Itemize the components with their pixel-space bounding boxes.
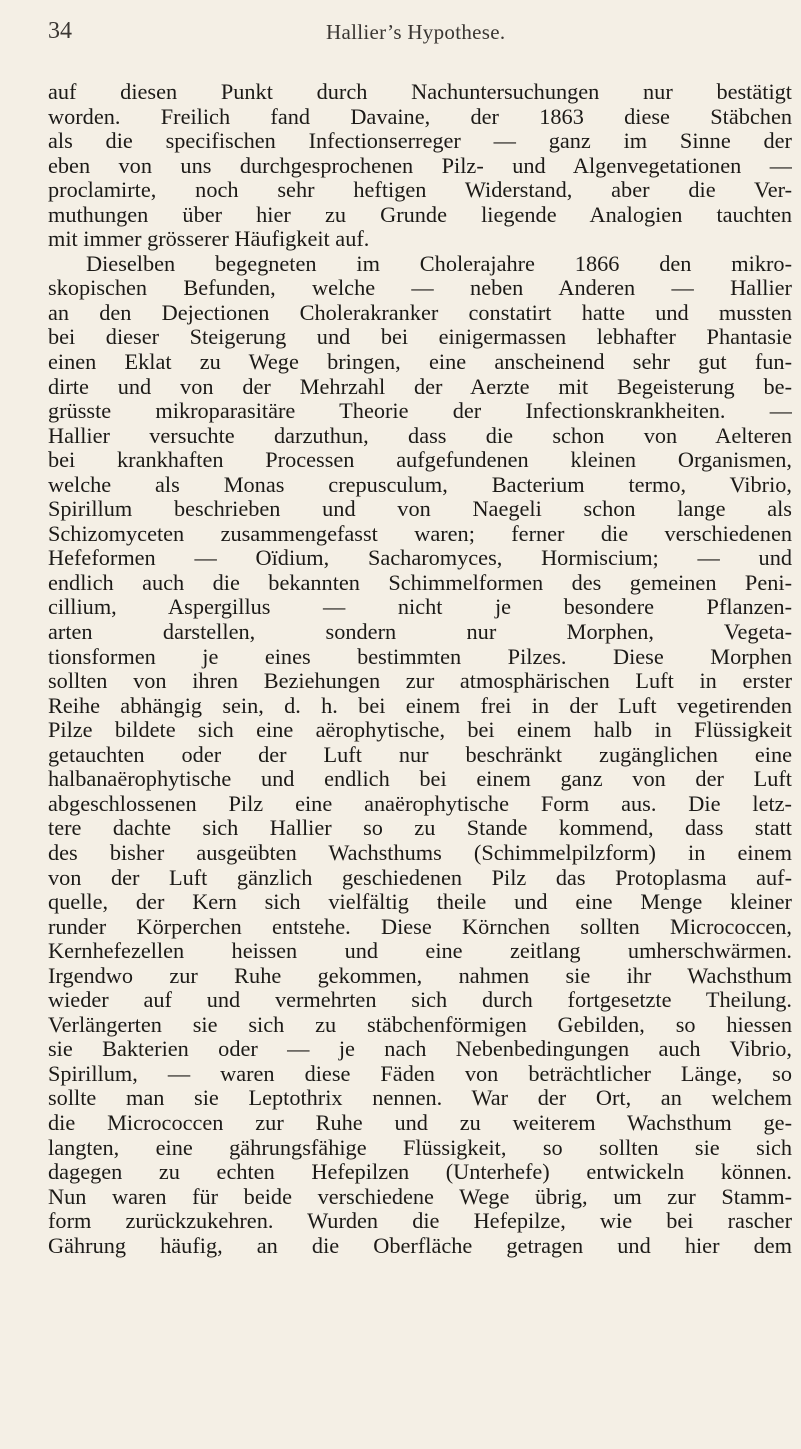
- text-line: halbanaërophytische und endlich bei einem ganz von der Luft: [48, 767, 792, 792]
- text-line: Kernhefezellen heissen und eine zeitlang umherschwärmen.: [48, 939, 792, 964]
- text-line: einen Eklat zu Wege bringen, eine anscheinend sehr gut fun-: [48, 350, 792, 375]
- text-line: dirte und von der Mehrzahl der Aerzte mit Begeisterung be-: [48, 374, 792, 399]
- text-line: muthungen über hier zu Grunde liegende Analogien tauchten: [48, 202, 792, 227]
- text-line: abgeschlossenen Pilz eine anaërophytische Form aus. Die letz-: [48, 791, 792, 816]
- text-line: von der Luft gänzlich geschiedenen Pilz das Protoplasma auf-: [48, 865, 792, 890]
- text-line: Nun waren für beide verschiedene Wege übrig, um zur Stamm-: [48, 1184, 792, 1209]
- text-line: runder Körperchen entstehe. Diese Körnchen sollten Micrococcen,: [48, 914, 792, 939]
- text-line: Pilze bildete sich eine aërophytische, bei einem halb in Flüssigkeit: [48, 718, 792, 743]
- text-line: arten darstellen, sondern nur Morphen, Vegeta-: [48, 620, 792, 645]
- text-line: dagegen zu echten Hefepilzen (Unterhefe) entwickeln können.: [48, 1160, 792, 1185]
- text-line: Verlängerten sie sich zu stäbchenförmigen Gebilden, so hiessen: [48, 1012, 792, 1037]
- text-line: Reihe abhängig sein, d. h. bei einem frei in der Luft vegetirenden: [48, 693, 792, 718]
- paragraph-first-line: Dieselben begegneten im Cholerajahre 1866 den mikro-: [86, 251, 792, 276]
- text-line: endlich auch die bekannten Schimmelformen des gemeinen Peni-: [48, 570, 792, 595]
- running-head: Hallier’s Hypothese.: [326, 20, 506, 44]
- text-line: des bisher ausgeübten Wachsthums (Schimmelpilzform) in einem: [48, 840, 792, 865]
- text-line: bei dieser Steigerung und bei einigermassen lebhafter Phantasie: [48, 325, 792, 350]
- text-line: tionsformen je eines bestimmten Pilzes. Diese Morphen: [48, 644, 792, 669]
- body-text: [48, 80, 792, 1258]
- text-line: bei krankhaften Processen aufgefundenen kleinen Organismen,: [48, 448, 792, 473]
- text-line: grüsste mikroparasitäre Theorie der Infectionskrankheiten. —: [48, 399, 792, 424]
- text-line: tere dachte sich Hallier so zu Stande kommend, dass statt: [48, 816, 792, 841]
- text-line: welche als Monas crepusculum, Bacterium termo, Vibrio,: [48, 472, 792, 497]
- text-line: proclamirte, noch sehr heftigen Widerstand, aber die Ver-: [48, 178, 792, 203]
- text-line: Irgendwo zur Ruhe gekommen, nahmen sie ihr Wachsthum: [48, 963, 792, 988]
- text-line: eben von uns durchgesprochenen Pilz- und Algenvegetationen —: [48, 153, 792, 178]
- text-line: Spirillum, — waren diese Fäden von beträchtlicher Länge, so: [48, 1061, 792, 1086]
- text-line: wieder auf und vermehrten sich durch fortgesetzte Theilung.: [48, 988, 792, 1013]
- text-line: quelle, der Kern sich vielfältig theile und eine Menge kleiner: [48, 890, 792, 915]
- text-line: die Micrococcen zur Ruhe und zu weiterem Wachsthum ge-: [48, 1110, 792, 1135]
- text-line: langten, eine gährungsfähige Flüssigkeit, so sollten sie sich: [48, 1135, 792, 1160]
- text-line: sollte man sie Leptothrix nennen. War der Ort, an welchem: [48, 1086, 792, 1111]
- text-line: an den Dejectionen Cholerakranker constatirt hatte und mussten: [48, 300, 792, 325]
- page-number: 34: [48, 18, 72, 44]
- text-line: Gährung häufig, an die Oberfläche getragen und hier dem: [48, 1233, 792, 1258]
- page-header: [48, 18, 788, 52]
- text-line: skopischen Befunden, welche — neben Anderen — Hallier: [48, 276, 792, 301]
- text-line: sollten von ihren Beziehungen zur atmosphärischen Luft in erster: [48, 669, 792, 694]
- text-line: Schizomyceten zusammengefasst waren; ferner die verschiedenen: [48, 521, 792, 546]
- text-line: mit immer grösserer Häufigkeit auf.: [48, 227, 370, 252]
- text-line: Hefeformen — Oïdium, Sacharomyces, Hormiscium; — und: [48, 546, 792, 571]
- text-line: cillium, Aspergillus — nicht je besondere Pflanzen-: [48, 595, 792, 620]
- text-line: Hallier versuchte darzuthun, dass die schon von Aelteren: [48, 423, 792, 448]
- text-line: als die specifischen Infectionserreger — ganz im Sinne der: [48, 129, 792, 154]
- text-line: sie Bakterien oder — je nach Nebenbedingungen auch Vibrio,: [48, 1037, 792, 1062]
- text-line: Spirillum beschrieben und von Naegeli schon lange als: [48, 497, 792, 522]
- text-line: form zurückzukehren. Wurden die Hefepilze, wie bei rascher: [48, 1209, 792, 1234]
- text-line: auf diesen Punkt durch Nachuntersuchungen nur bestätigt: [48, 80, 792, 104]
- text-line: worden. Freilich fand Davaine, der 1863 diese Stäbchen: [48, 104, 792, 129]
- text-line: getauchten oder der Luft nur beschränkt zugänglichen eine: [48, 742, 792, 767]
